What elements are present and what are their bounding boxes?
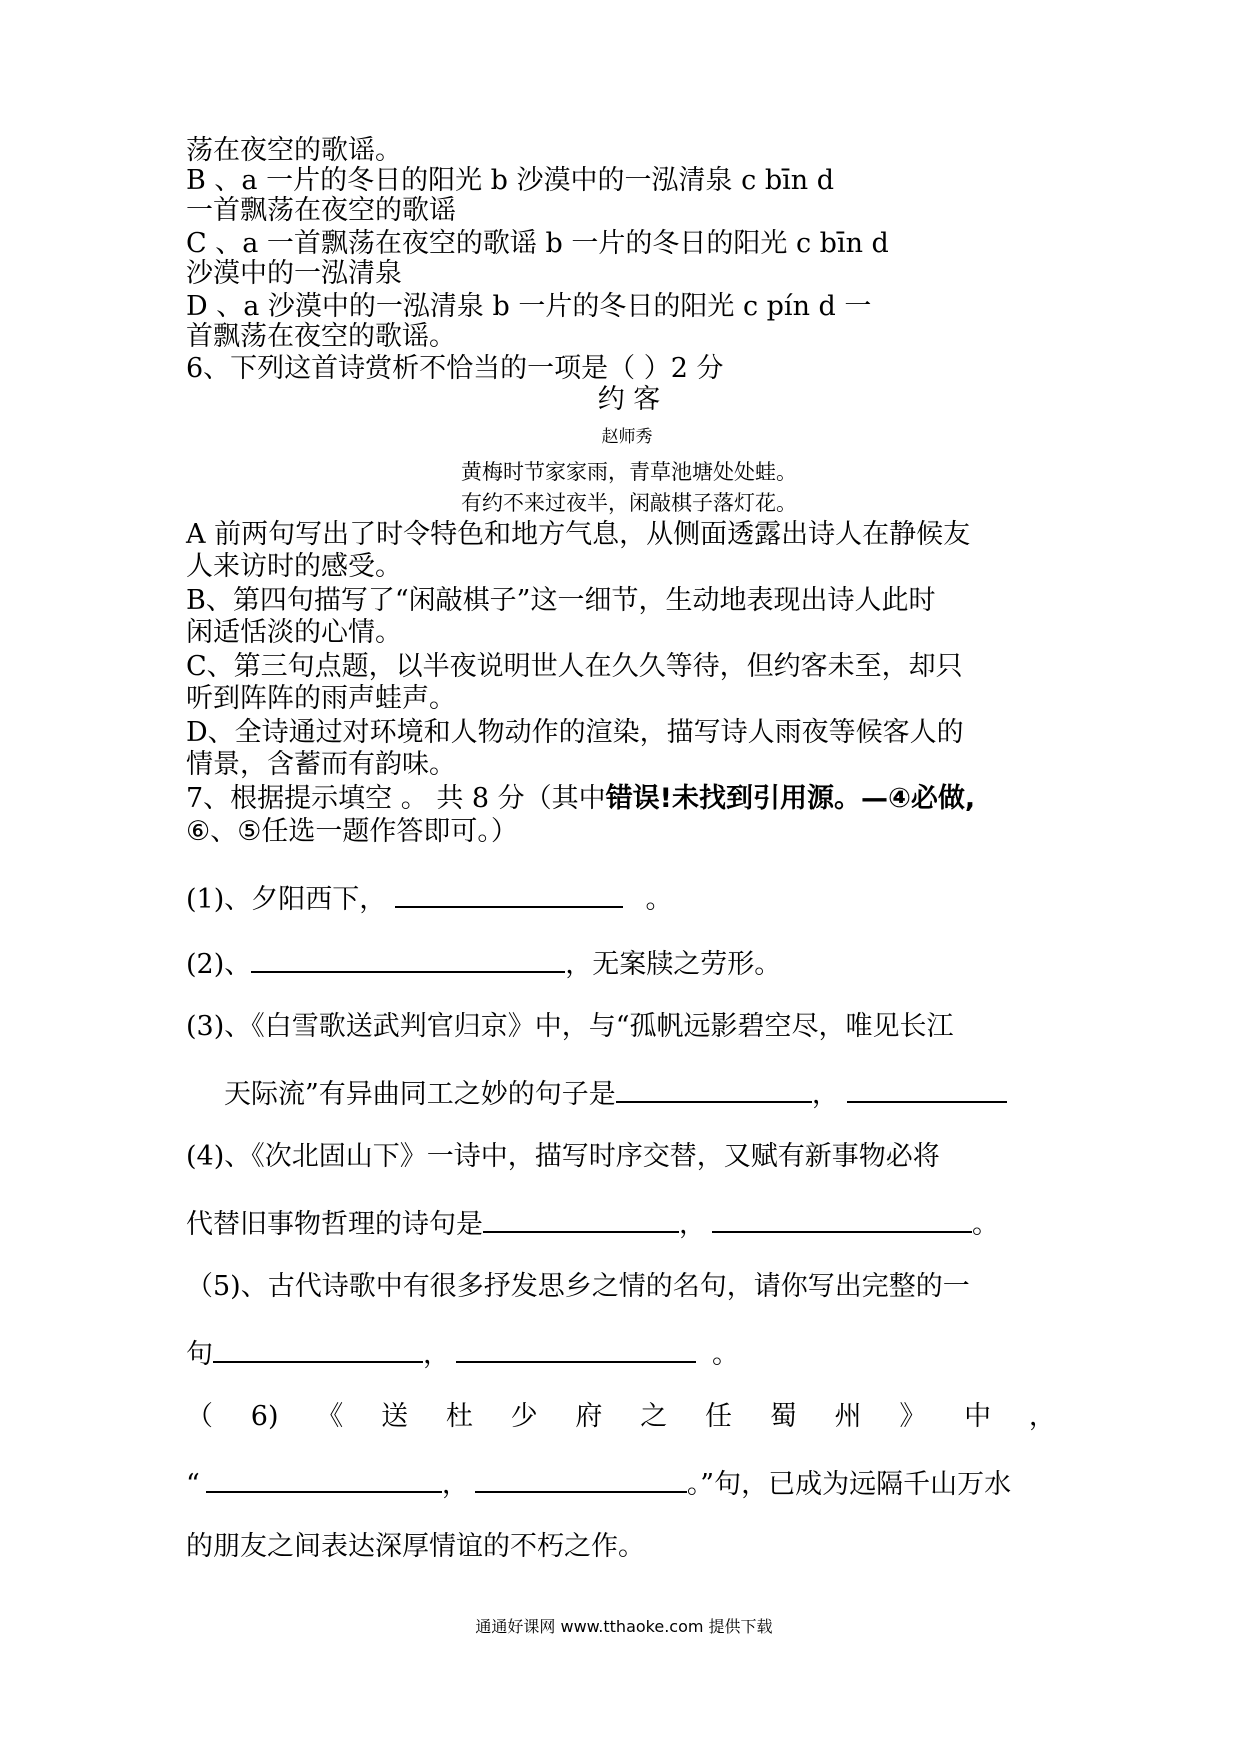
q7-stem-text: 7、根据提示填空 。 共 8 分（其中	[186, 783, 606, 814]
poem-line-1: 黄梅时节家家雨，青草池塘处处蛙。	[461, 460, 797, 484]
q6-option-c-line2: 听到阵阵的雨声蛙声。	[186, 683, 456, 714]
answer-blank[interactable]	[206, 1465, 442, 1493]
q5-line: 荡在夜空的歌谣。	[186, 135, 402, 166]
q7-item-2	[186, 945, 781, 982]
q7-3-prefix: 天际流”有异曲同工之妙的句子是	[224, 1079, 616, 1110]
q7-6-char: 之	[640, 1401, 668, 1432]
q7-5-prefix: 句	[186, 1339, 213, 1370]
poem-line-2: 有约不来过夜半，闲敲棋子落灯花。	[461, 491, 797, 515]
q7-6-char: 送	[381, 1401, 409, 1432]
q6-option-a-line1: A 前两句写出了时令特色和地方气息，从侧面透露出诗人在静候友	[186, 519, 971, 550]
q7-2-suffix: ，无案牍之劳形。	[565, 949, 782, 980]
q7-item-3-line2	[224, 1075, 1007, 1112]
q7-6-char: 少	[510, 1401, 538, 1432]
q7-item-3-line1: (3)、《白雪歌送武判官归京》中，与“孤帆远影碧空尽，唯见长江	[186, 1011, 954, 1042]
poem-author: 赵师秀	[601, 427, 653, 447]
q7-item-6-line1	[186, 1400, 1056, 1434]
q7-6-char: 杜	[445, 1401, 473, 1432]
q7-item-4-line1: (4)、《次北固山下》一诗中，描写时序交替，又赋有新事物必将	[186, 1141, 940, 1172]
q7-stem-line2: ⑥、⑤任选一题作答即可。）	[186, 816, 518, 847]
q7-5-period: 。	[712, 1339, 739, 1370]
q7-6-suffix: 。”句，已成为远隔千山万水	[686, 1469, 1012, 1500]
q7-6-char: 任	[704, 1401, 732, 1432]
q6-option-d-line2: 情景，含蓄而有韵味。	[186, 749, 456, 780]
answer-blank[interactable]	[251, 945, 565, 973]
answer-blank[interactable]	[847, 1075, 1007, 1103]
q7-6-char: 《	[316, 1401, 344, 1432]
q7-6-char: 蜀	[769, 1401, 797, 1432]
q7-6-char: （	[186, 1401, 213, 1432]
q6-option-d-line1: D、全诗通过对环境和人物动作的渲染，描写诗人雨夜等候客人的	[186, 717, 964, 748]
answer-blank[interactable]	[616, 1075, 812, 1103]
q7-6-open-quote: “	[186, 1469, 200, 1500]
q7-6-char: 中	[964, 1401, 992, 1432]
answer-blank[interactable]	[456, 1335, 696, 1363]
answer-blank[interactable]	[395, 880, 623, 908]
q6-option-c-line1: C、第三句点题，以半夜说明世人在久久等待，但约客未至，却只	[186, 651, 963, 682]
q7-6-comma: ，	[441, 1469, 469, 1500]
page-footer: 通通好课网 www.tthaoke.com 提供下载	[475, 1617, 773, 1636]
answer-blank[interactable]	[483, 1205, 679, 1233]
q7-4-prefix: 代替旧事物哲理的诗句是	[186, 1209, 483, 1240]
q5-option-b-line2: 一首飘荡在夜空的歌谣	[186, 195, 456, 226]
q7-item-6-line2	[186, 1465, 1011, 1502]
q5-option-c-line1: C 、a 一首飘荡在夜空的歌谣 b 一片的冬日的阳光 c bīn d	[186, 228, 889, 259]
q6-option-b-line2: 闲适恬淡的心情。	[186, 617, 402, 648]
q5-option-d-line1: D 、a 沙漠中的一泓清泉 b 一片的冬日的阳光 c pín d 一	[186, 291, 872, 322]
answer-blank[interactable]	[213, 1335, 423, 1363]
q6-option-a-line2: 人来访时的感受。	[186, 551, 402, 582]
q7-stem-error-note: 错误!未找到引用源。—④必做,	[605, 783, 976, 814]
q7-6-char: ，	[1028, 1401, 1056, 1432]
q7-6-char: 府	[575, 1401, 603, 1432]
q7-6-char: 州	[834, 1401, 862, 1432]
q7-2-prefix: (2)、	[186, 949, 252, 980]
q7-4-period: 。	[972, 1209, 999, 1240]
q7-item-5-line2	[186, 1335, 739, 1372]
q5-option-b-line1: B 、a 一片的冬日的阳光 b 沙漠中的一泓清泉 c bīn d	[186, 165, 835, 196]
q5-option-d-line2: 首飘荡在夜空的歌谣。	[186, 321, 456, 352]
q7-item-5-line1: （5)、古代诗歌中有很多抒发思乡之情的名句，请你写出完整的一	[186, 1271, 970, 1302]
q7-item-6-line3: 的朋友之间表达深厚情谊的不朽之作。	[186, 1531, 645, 1562]
q7-item-4-line2	[186, 1205, 999, 1242]
q7-1-prefix: (1)、夕阳西下，	[186, 884, 387, 915]
answer-blank[interactable]	[712, 1205, 972, 1233]
q7-3-comma: ，	[811, 1079, 839, 1110]
q6-stem: 6、下列这首诗赏析不恰当的一项是（ ）2 分	[186, 353, 724, 384]
q7-5-comma: ，	[423, 1339, 450, 1370]
q6-option-b-line1: B、第四句描写了“闲敲棋子”这一细节，生动地表现出诗人此时	[186, 585, 936, 616]
q5-option-c-line2: 沙漠中的一泓清泉	[186, 258, 402, 289]
q7-6-char: 》	[899, 1401, 927, 1432]
q7-4-comma: ，	[679, 1209, 706, 1240]
q7-1-suffix: 。	[645, 884, 673, 915]
q7-stem	[186, 782, 975, 816]
q7-6-char: 6)	[250, 1401, 279, 1432]
poem-title: 约 客	[597, 384, 661, 415]
q7-item-1	[186, 880, 672, 917]
answer-blank[interactable]	[475, 1465, 687, 1493]
